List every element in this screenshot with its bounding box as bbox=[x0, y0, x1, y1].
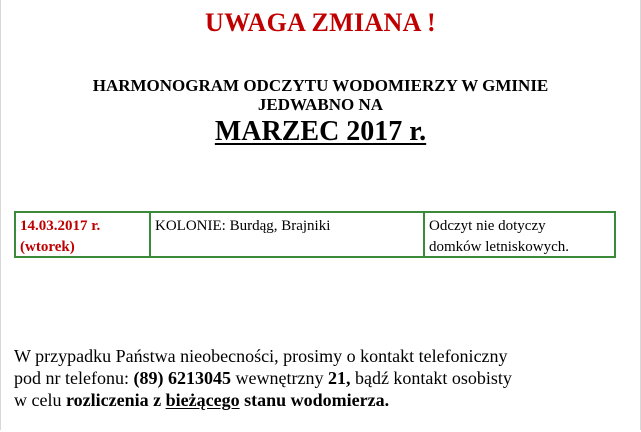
schedule-date-cell bbox=[16, 213, 151, 256]
contact-personal-text: bądź kontakt osobisty bbox=[350, 368, 512, 388]
schedule-note-cell bbox=[425, 213, 614, 256]
schedule-location: KOLONIE: Burdąg, Brajniki bbox=[155, 218, 331, 234]
schedule-heading-line2: JEDWABNO NA bbox=[257, 95, 384, 114]
contact-line1: W przypadku Państwa nieobecności, prosimy o kontakt telefoniczny bbox=[14, 346, 508, 366]
contact-line2 bbox=[14, 367, 617, 389]
schedule-heading bbox=[40, 76, 601, 114]
contact-purpose-bold: rozliczenia z bbox=[65, 390, 166, 410]
schedule-date: 14.03.2017 r. bbox=[20, 218, 101, 234]
schedule-location-cell bbox=[151, 213, 425, 256]
month-title: MARZEC 2017 r. bbox=[214, 116, 427, 147]
contact-purpose-end: stanu wodomierza bbox=[239, 390, 385, 410]
contact-phone-label: pod nr telefonu: bbox=[14, 368, 134, 388]
contact-extension-label: wewnętrzny bbox=[230, 368, 328, 388]
contact-purpose-period: . bbox=[384, 390, 390, 410]
contact-paragraph bbox=[14, 345, 617, 411]
contact-line3 bbox=[14, 389, 617, 411]
schedule-note-line2: domków letniskowych. bbox=[429, 239, 569, 255]
schedule-weekday: (wtorek) bbox=[20, 239, 75, 255]
schedule-table bbox=[14, 211, 616, 258]
contact-extension-number: 21, bbox=[327, 368, 351, 388]
schedule-heading-line1: HARMONOGRAM ODCZYTU WODOMIERZY W GMINIE bbox=[92, 76, 549, 95]
contact-purpose-prefix: w celu bbox=[14, 390, 66, 410]
notice-title: UWAGA ZMIANA ! bbox=[205, 8, 436, 37]
contact-phone-number: (89) 6213045 bbox=[133, 368, 231, 388]
schedule-note-line1: Odczyt nie dotyczy bbox=[429, 218, 546, 234]
contact-purpose-underlined: bieżącego bbox=[165, 390, 240, 410]
